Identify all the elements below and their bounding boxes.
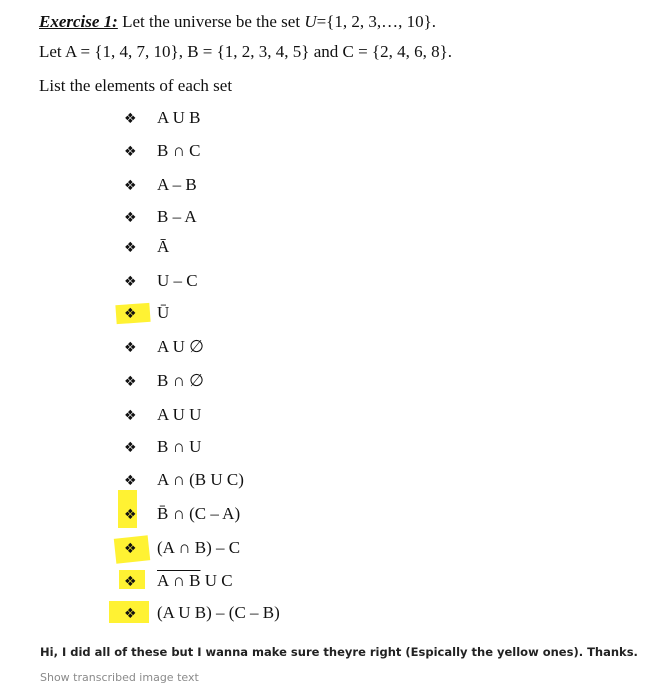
exercise-intro: Let the universe be the set	[117, 12, 305, 31]
list-item	[120, 270, 420, 296]
set-expression: Ū	[157, 303, 170, 322]
diamond-bullet-icon: ❖	[124, 306, 137, 322]
complement-expression: A ∩ B	[157, 571, 201, 590]
diamond-bullet-icon: ❖	[124, 440, 137, 456]
set-expression: B ∩ C	[157, 141, 201, 160]
set-expression: B – A	[157, 207, 197, 226]
set-expression: B̄ ∩ (C – A)	[157, 504, 241, 523]
diamond-bullet-icon: ❖	[124, 408, 137, 424]
list-item	[120, 140, 420, 166]
universe-set: ={1, 2, 3,…, 10}.	[316, 12, 437, 31]
list-item	[120, 302, 420, 328]
list-item	[120, 436, 420, 462]
list-item	[120, 602, 420, 628]
diamond-bullet-icon: ❖	[124, 541, 137, 557]
exercise-heading	[39, 12, 436, 32]
set-expression: U – C	[157, 271, 198, 290]
set-expression	[157, 571, 233, 591]
diamond-bullet-icon: ❖	[124, 340, 137, 356]
diamond-bullet-icon: ❖	[124, 374, 137, 390]
list-item	[120, 236, 420, 262]
diamond-bullet-icon: ❖	[124, 507, 137, 523]
diamond-bullet-icon: ❖	[124, 274, 137, 290]
diamond-bullet-icon: ❖	[124, 473, 137, 489]
diamond-bullet-icon: ❖	[124, 574, 137, 590]
list-item	[120, 107, 420, 133]
diamond-bullet-icon: ❖	[124, 178, 137, 194]
set-expression: A – B	[157, 175, 197, 194]
diamond-bullet-icon: ❖	[124, 111, 137, 127]
diamond-bullet-icon: ❖	[124, 210, 137, 226]
exercise-label: Exercise 1:	[39, 12, 118, 31]
list-item	[120, 174, 420, 200]
instruction: List the elements of each set	[39, 76, 233, 95]
diamond-bullet-icon: ❖	[124, 144, 137, 160]
set-expression: B ∩ U	[157, 437, 202, 456]
list-item	[120, 570, 420, 596]
list-item	[120, 537, 420, 563]
set-expression: A U U	[157, 405, 202, 424]
sets-definition: Let A = {1, 4, 7, 10}, B = {1, 2, 3, 4, 5} and C = {2, 4, 6, 8}.	[39, 42, 452, 61]
universe-symbol: U	[304, 12, 317, 31]
set-expression: (A ∩ B) – C	[157, 538, 241, 557]
diamond-bullet-icon: ❖	[124, 606, 137, 622]
list-item	[120, 206, 420, 232]
list-item	[120, 503, 420, 529]
set-expression: B ∩ ∅	[157, 371, 204, 390]
set-expression: A U B	[157, 108, 201, 127]
list-item	[120, 469, 420, 495]
list-item	[120, 336, 420, 362]
set-expression: Ā	[157, 237, 170, 256]
set-expression: A ∩ (B U C)	[157, 470, 244, 489]
student-question: Hi, I did all of these but I wanna make sure theyre right (Espically the yellow ones). Thanks.	[40, 645, 638, 659]
set-expression: (A U B) – (C – B)	[157, 603, 280, 622]
set-expression: A U ∅	[157, 337, 204, 356]
list-item	[120, 404, 420, 430]
union-tail: U C	[200, 571, 233, 590]
show-transcribed-text-link[interactable]: Show transcribed image text	[40, 671, 199, 684]
diamond-bullet-icon: ❖	[124, 240, 137, 256]
list-item	[120, 370, 420, 396]
